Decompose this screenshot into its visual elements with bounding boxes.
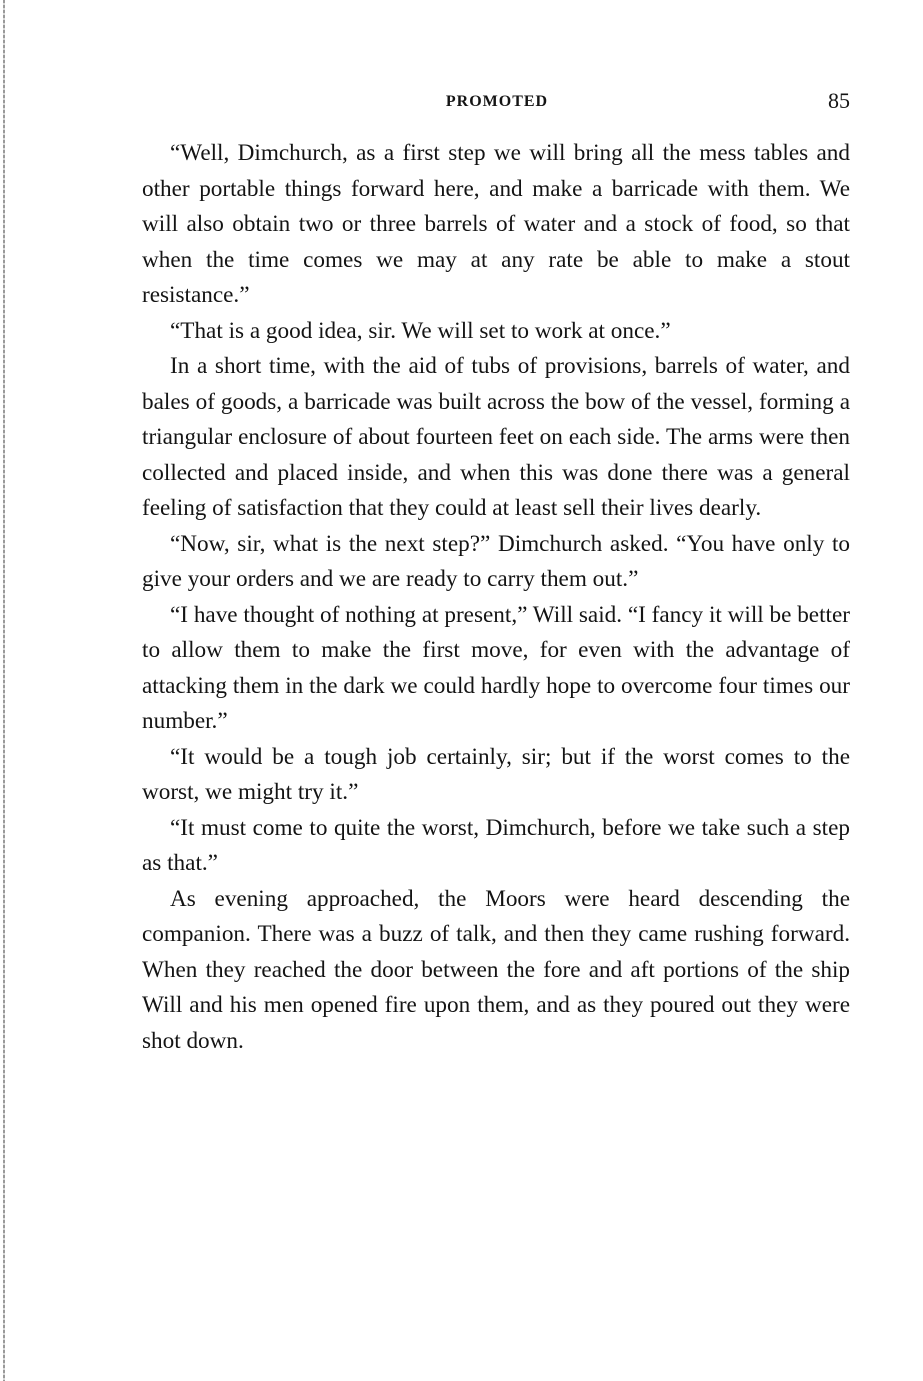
- page-number: 85: [828, 88, 850, 113]
- paragraph: “Now, sir, what is the next step?” Dimchurch asked. “You have only to give your orders and we are ready to carry them out.”: [142, 530, 850, 592]
- page-header: [142, 88, 852, 118]
- paragraph: In a short time, with the aid of tubs of provisions, barrels of water, and bales of goods, a barricade was built across the bow of the vessel, forming a triangular enclosure of about fourteen feet on each side. The arms were then collected and placed inside, and when this was done there was a general feeling of satisfaction that they could at least sell their lives dearly.: [142, 353, 850, 521]
- paragraph: As evening approached, the Moors were heard descending the companion. There was a buzz of talk, and then they came rushing forward. When they reached the door between the fore and aft portions of the ship Will and his men opened fire upon them, and as they poured out they were shot down.: [142, 885, 850, 1054]
- paragraph: “I have thought of nothing at present,” Will said. “I fancy it will be better to allow them to make the first move, for even with the advantage of attacking them in the dark we could hardly hope to overcome four times our number.”: [142, 601, 850, 734]
- paragraph: “That is a good idea, sir. We will set to work at once.”: [170, 317, 671, 344]
- running-title: PROMOTED: [445, 93, 549, 110]
- scan-edge-border: [3, 0, 5, 1381]
- paragraph: “Well, Dimchurch, as a first step we will bring all the mess tables and other portable things forward here, and make a barricade with them. We will also obtain two or three barrels of water and a stock of food, so that when the time comes we may at any rate be able to make a stout resistance.”: [142, 140, 850, 308]
- body-text: [142, 136, 850, 1059]
- paragraph: “It would be a tough job certainly, sir; but if the worst comes to the worst, we might try it.”: [142, 743, 850, 805]
- paragraph: “It must come to quite the worst, Dimchurch, before we take such a step as that.”: [142, 814, 850, 876]
